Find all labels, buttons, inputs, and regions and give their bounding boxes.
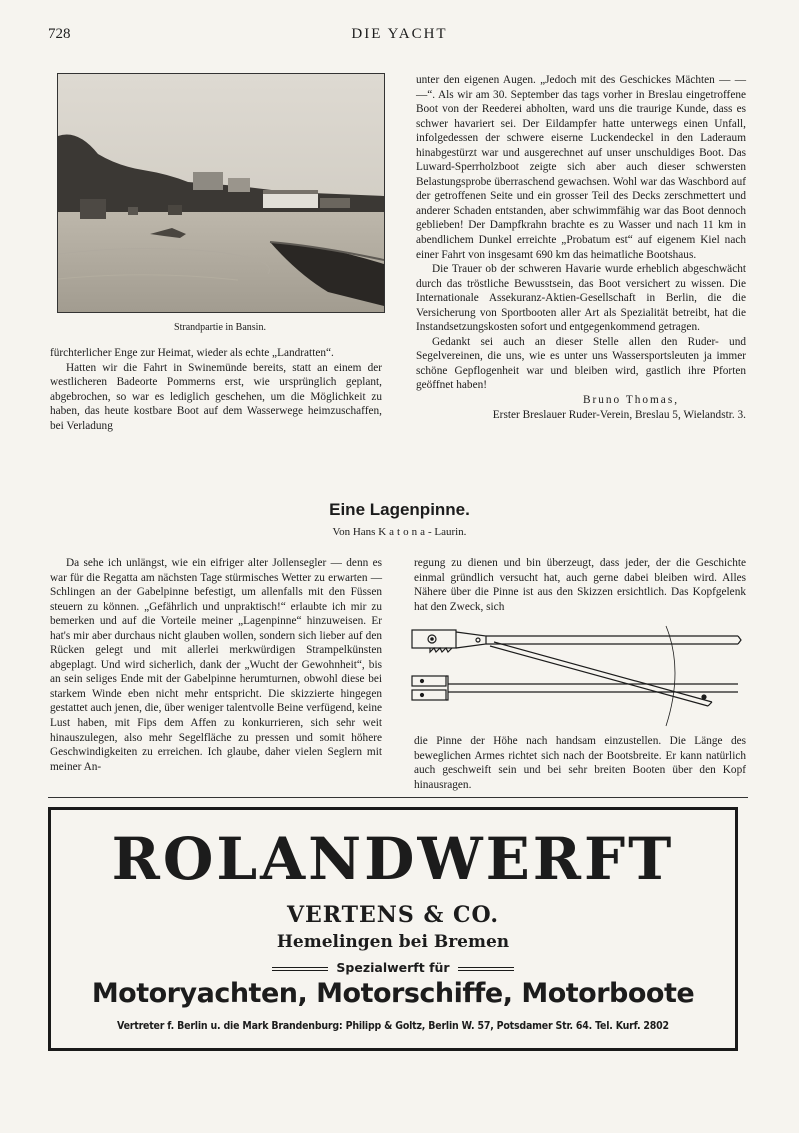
top-article-left-column xyxy=(50,346,382,433)
paragraph: fürchterlicher Enge zur Heimat, wieder als echte „Landratten“. xyxy=(50,347,334,359)
ad-company: VERTENS & CO. xyxy=(286,902,500,928)
paragraph: regung zu dienen und bin überzeugt, dass jeder, der die Geschichte einmal gründlich versucht hat, auch gerne dabei bleiben wird. Alles Nähere über die Pinne ist aus den Skizzen ersichtlich. Das Kopfgelenk hat den Zweck, sich xyxy=(414,557,746,613)
paragraph: Hatten wir die Fahrt in Swinemünde bereits, statt an einem der westlicheren Badeorte Pommerns erst, wie ursprünglich geplant, abgebrochen, so war es lediglich geschehen, um die Möglichkeit zu haben, das heute kostbare Boot auf dem Wasserwege heimzuschaffen, bei Verladung xyxy=(50,361,382,432)
paragraph: Die Trauer ob der schweren Havarie wurde erheblich abgeschwächt durch das tröstliche Bewusstsein, das Boot versichert zu wissen. Die Internationale Assekuranz-Aktien-Gesellschaft in Berlin, die die Versicherung von Sportbooten aller Art als Spezialität betreibt, hat die Instandsetzungskosten sofort und entgegenkommend getragen. xyxy=(416,263,746,334)
signature-name: Bruno Thomas, xyxy=(582,394,680,407)
ornament-line xyxy=(272,967,328,971)
page-number: 728 xyxy=(48,26,71,42)
article-title: Eine Lagenpinne. xyxy=(329,500,470,519)
byline xyxy=(0,526,799,538)
article-left-column xyxy=(50,556,382,774)
section-divider xyxy=(48,797,748,798)
ad-specialty-text: Spezialwerft für xyxy=(336,960,450,975)
ad-specialty xyxy=(51,960,735,975)
ad-representative: Vertreter f. Berlin u. die Mark Brandenburg: Philipp & Goltz, Berlin W. 57, Potsdamer Str. 64. Tel. Kurf. 2802 xyxy=(117,1020,669,1032)
paragraph: die Pinne der Höhe nach handsam einzustellen. Die Länge des beweglichen Armes richtet sich nach der Bootsbreite. Er kann natürlich auch geschweift sein und bei sehr breiten Booten über den Kopf hinausragen. xyxy=(414,735,746,791)
signature-club: Erster Breslauer Ruder-Verein, Breslau 5, Wielandstr. 3. xyxy=(492,408,746,421)
tiller-diagram xyxy=(408,618,744,730)
paragraph: unter den eigenen Augen. „Jedoch mit des Geschickes Mächten — — —“. Als wir am 30. September das tags vorher in Breslau eingetroffene Boot von der Reederei abholten, ward uns die traurige Kunde, dass es schwer havariert sei. Der Eildampfer hatte unterwegs einen Unfall, infolgedessen der schwere eiserne Luckendeckel in den Laderaum hinabgestürzt war und ausgerechnet auf unser unschuldiges Boot. Das Luward-Sperrholzboot zeigte sich aber auch dieser schwersten Belastungsprobe überraschend gewachsen. Wohl war das Waschbord auf der getroffenen Seite und ein grosser Teil des Decks zerschmettert und anderer Schaden entstanden, aber schwimmfähig war das Boot dennoch geblieben! Der Dampfkrahn brachte es zu Wasser und nach 11 km in abendlichem Dunkel erreichte „Probatum est“ auf eigenem Kiel nach einer Fahrt von insgesamt 690 km das heimatliche Bootshaus. xyxy=(416,74,746,261)
ornament-line xyxy=(458,967,514,971)
ad-brand: ROLANDWERFT xyxy=(111,825,675,893)
ad-products: Motoryachten, Motorschiffe, Motorboote xyxy=(91,978,695,1009)
ad-place: Hemelingen bei Bremen xyxy=(276,932,510,952)
article-right-column-bottom xyxy=(414,734,746,792)
beach-photo xyxy=(57,73,385,313)
byline-prefix: Von Hans xyxy=(332,526,376,538)
byline-suffix: - Laurin. xyxy=(427,526,467,538)
top-article-right-column xyxy=(416,73,746,422)
article-right-column-top xyxy=(414,556,746,614)
rolandwerft-advertisement xyxy=(48,807,738,1051)
photo-caption: Strandpartie in Bansin. xyxy=(174,322,266,333)
paragraph: Da sehe ich unlängst, wie ein eifriger alter Jollensegler — denn es war für die Regatta am nächsten Tage stürmisches Wetter zu erwarten — Schlingen an der Gabelpinne befestigt, um allenfalls mit den Füssen steuern zu können. „Gefährlich und unpraktisch!“ erlaubte ich mir zu bemerken und auf die Vorteile meiner „Lagenpinne“ hinzuweisen. Er hat's mir aber durchaus nicht glauben wollen, sondern sich lieber auf den Rücken gelegt und mit allerlei merkwürdigen Strampelkünsten abgeplagt. Und wird sicherlich, dank der „Wucht der Gewohnheit“, bis an sein seliges Ende mit der Gabelpinne herumturnen, obwohl diese bei starkem Winde eben nicht mehr entspricht. Die skizzierte hingegen gestattet auch jenen, die, über weniger talentvolle Beine verfügend, keine Lust haben, mit Fips dem Affen zu konkurrieren, sich sehr weit hinauszulegen, also mehr Segelfläche zu pressen und somit höhere Geschwindigkeiten zu erreichen. Ich glaube, daher vielen Seglern mit meiner An- xyxy=(50,557,382,773)
paragraph: Gedankt sei auch an dieser Stelle allen den Ruder- und Segelvereinen, die uns, wie es unter uns Wassersportsleuten ja immer schöne Gepflogenheit war und bleiben wird, gastlich ihre Pforten geöffnet haben! xyxy=(416,335,746,392)
running-head: DIE YACHT xyxy=(351,26,448,42)
byline-author: Katona xyxy=(378,526,428,538)
